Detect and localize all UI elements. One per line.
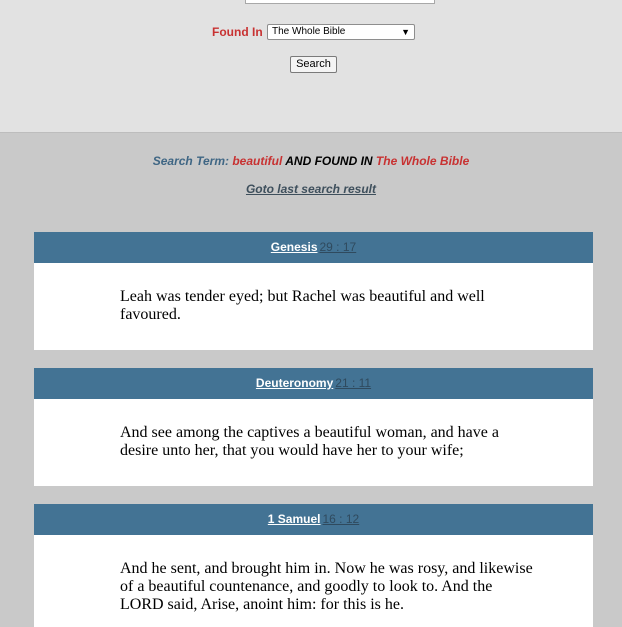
result-header (34, 504, 593, 535)
verse-reference-link[interactable]: 29 : 17 (319, 240, 357, 254)
search-term-label: Search Term: (152, 154, 229, 168)
verse-reference-link[interactable]: 16 : 12 (322, 512, 360, 526)
search-term-value: beautiful (232, 154, 283, 168)
result-header (34, 232, 593, 263)
result-card (34, 504, 593, 627)
dropdown-arrow-icon: ▼ (401, 27, 410, 37)
verse-reference-link[interactable]: 21 : 11 (335, 376, 372, 390)
search-scope: The Whole Bible (375, 154, 470, 168)
result-card (34, 368, 593, 486)
found-in-select[interactable] (267, 24, 415, 40)
verse-text: And he sent, and brought him in. Now he was rosy, and likewise of a beautiful countenance, and goodly to look to. And the LORD said, Arise, anoint him: for this is he. (120, 560, 533, 613)
found-in-label: Found In (212, 25, 263, 39)
verse-text: Leah was tender eyed; but Rachel was beautiful and well favoured. (120, 288, 485, 323)
search-panel (0, 0, 622, 133)
result-header (34, 368, 593, 399)
search-term-summary (0, 154, 622, 168)
found-in-row (0, 24, 622, 42)
goto-last-result-link[interactable]: Goto last search result (245, 182, 377, 196)
found-in-selected-value: The Whole Bible (272, 26, 346, 37)
verse-text: And see among the captives a beautiful woman, and have a desire unto her, that you would have her to your wife; (120, 424, 499, 459)
found-in-connector: AND FOUND IN (285, 154, 373, 168)
book-link[interactable]: Deuteronomy (255, 376, 334, 390)
book-link[interactable]: 1 Samuel (267, 512, 321, 526)
book-link[interactable]: Genesis (270, 240, 318, 254)
result-card (34, 232, 593, 350)
search-button[interactable]: Search (290, 56, 337, 73)
search-input[interactable] (245, 0, 435, 4)
